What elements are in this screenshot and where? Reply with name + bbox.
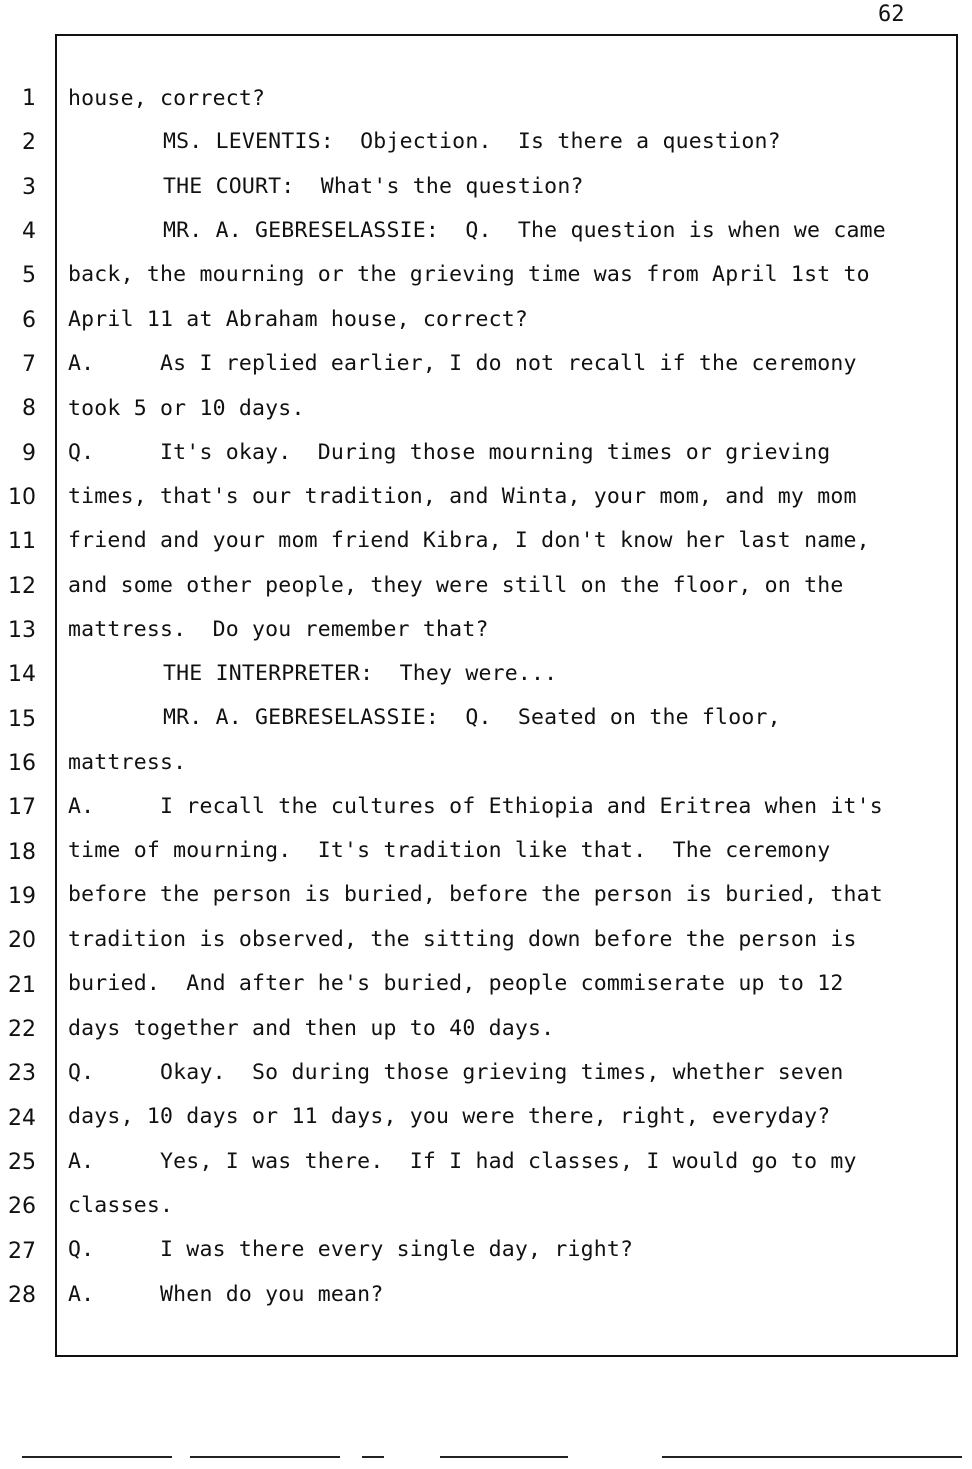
line-number: 19 — [8, 884, 36, 909]
line-number: 5 — [22, 263, 36, 288]
line-number: 14 — [8, 662, 36, 687]
line-number: 27 — [8, 1239, 36, 1264]
transcript-line: A. As I replied earlier, I do not recall if the ceremony — [68, 351, 857, 376]
transcript-line: MR. A. GEBRESELASSIE: Q. Seated on the floor, — [163, 705, 781, 730]
line-number: 1 — [22, 86, 36, 111]
line-number: 15 — [8, 707, 36, 732]
transcript-line: and some other people, they were still on the floor, on the — [68, 573, 844, 598]
transcript-line: THE COURT: What's the question? — [163, 174, 584, 199]
footer-divider — [440, 1456, 568, 1458]
line-number: 28 — [8, 1283, 36, 1308]
line-number: 24 — [8, 1106, 36, 1131]
transcript-line: before the person is buried, before the person is buried, that — [68, 882, 883, 907]
line-number: 23 — [8, 1061, 36, 1086]
transcript-line: days together and then up to 40 days. — [68, 1016, 555, 1041]
transcript-line: A. When do you mean? — [68, 1282, 384, 1307]
line-number: 4 — [22, 219, 36, 244]
footer-divider — [362, 1456, 384, 1458]
line-number: 21 — [8, 973, 36, 998]
line-number: 12 — [8, 574, 36, 599]
transcript-line: mattress. Do you remember that? — [68, 617, 489, 642]
line-number: 8 — [22, 396, 36, 421]
line-number: 2 — [22, 130, 36, 155]
line-number: 22 — [8, 1017, 36, 1042]
line-number: 18 — [8, 840, 36, 865]
footer-divider — [190, 1456, 340, 1458]
line-number: 6 — [22, 308, 36, 333]
line-number: 7 — [22, 352, 36, 377]
line-number: 9 — [22, 441, 36, 466]
line-number: 25 — [8, 1150, 36, 1175]
transcript-line: A. Yes, I was there. If I had classes, I would go to my — [68, 1149, 857, 1174]
transcript-line: THE INTERPRETER: They were... — [163, 661, 558, 686]
line-number: 11 — [8, 529, 36, 554]
transcript-line: Q. Okay. So during those grieving times, whether seven — [68, 1060, 844, 1085]
transcript-line: A. I recall the cultures of Ethiopia and Eritrea when it's — [68, 794, 883, 819]
transcript-line: classes. — [68, 1193, 174, 1218]
transcript-line: buried. And after he's buried, people commiserate up to 12 — [68, 971, 844, 996]
transcript-line: house, correct? — [68, 86, 266, 111]
line-number: 3 — [22, 175, 36, 200]
transcript-line: MS. LEVENTIS: Objection. Is there a question? — [163, 129, 781, 154]
transcript-line: mattress. — [68, 750, 187, 775]
transcript-line: days, 10 days or 11 days, you were there, right, everyday? — [68, 1104, 831, 1129]
transcript-line: tradition is observed, the sitting down before the person is — [68, 927, 857, 952]
transcript-line: times, that's our tradition, and Winta, your mom, and my mom — [68, 484, 857, 509]
transcript-line: took 5 or 10 days. — [68, 396, 305, 421]
transcript-line: friend and your mom friend Kibra, I don't know her last name, — [68, 528, 870, 553]
line-number: 10 — [8, 485, 36, 510]
transcript-line: Q. It's okay. During those mourning times or grieving — [68, 440, 831, 465]
transcript-line: April 11 at Abraham house, correct? — [68, 307, 529, 332]
line-number: 26 — [8, 1194, 36, 1219]
transcript-line: MR. A. GEBRESELASSIE: Q. The question is when we came — [163, 218, 886, 243]
line-number: 17 — [8, 795, 36, 820]
transcript-line: Q. I was there every single day, right? — [68, 1237, 634, 1262]
footer-divider — [662, 1456, 962, 1458]
line-number: 16 — [8, 751, 36, 776]
transcript-line: back, the mourning or the grieving time was from April 1st to — [68, 262, 870, 287]
footer-divider — [22, 1456, 172, 1458]
line-number: 13 — [8, 618, 36, 643]
transcript-line: time of mourning. It's tradition like that. The ceremony — [68, 838, 831, 863]
line-number: 20 — [8, 928, 36, 953]
page-number: 62 — [878, 2, 905, 27]
